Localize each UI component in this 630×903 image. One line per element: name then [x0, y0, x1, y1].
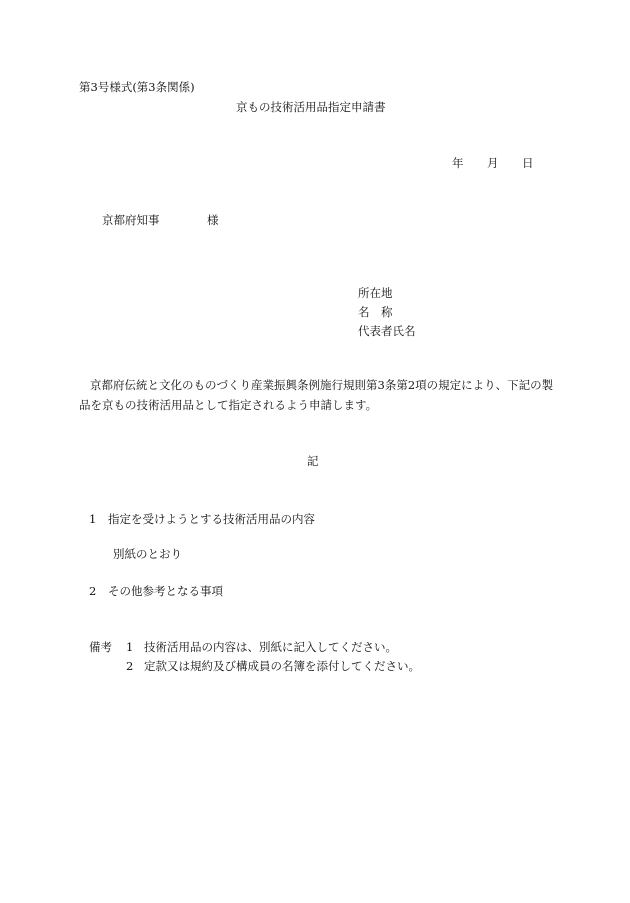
item-number: 1 — [89, 512, 97, 526]
date-month-label: 月 — [487, 156, 499, 170]
remark-text: 技術活用品の内容は、別紙に記入してください。 — [144, 640, 397, 654]
addressee-honorific: 様 — [207, 213, 219, 227]
date-day-label: 日 — [522, 156, 534, 170]
applicant-representative-label: 代表者氏名 — [358, 324, 416, 338]
item-number: 2 — [89, 584, 97, 598]
item-detail: 別紙のとおり — [113, 547, 182, 561]
form-number: 第3号様式(第3条関係) — [79, 80, 195, 94]
item-text: その他参考となる事項 — [108, 584, 223, 598]
remarks-label: 備考 — [89, 640, 112, 654]
request-paragraph: 京都府伝統と文化のものづくり産業振興条例施行規則第3条第2項の規定により、下記の製品を京もの技術活用品として指定されるよう申請します。 — [79, 378, 554, 412]
remark-number: 2 — [126, 659, 134, 673]
ki-heading: 記 — [307, 454, 319, 468]
date-year-label: 年 — [452, 156, 464, 170]
item-text: 指定を受けようとする技術活用品の内容 — [108, 512, 315, 526]
addressee-recipient: 京都府知事 — [102, 213, 160, 227]
remark-text: 定款又は規約及び構成員の名簿を添付してください。 — [144, 659, 420, 673]
applicant-name-label: 名 称 — [358, 305, 393, 319]
applicant-address-label: 所在地 — [358, 286, 393, 300]
form-title: 京もの技術活用品指定申請書 — [236, 100, 386, 114]
remark-number: 1 — [126, 640, 134, 654]
